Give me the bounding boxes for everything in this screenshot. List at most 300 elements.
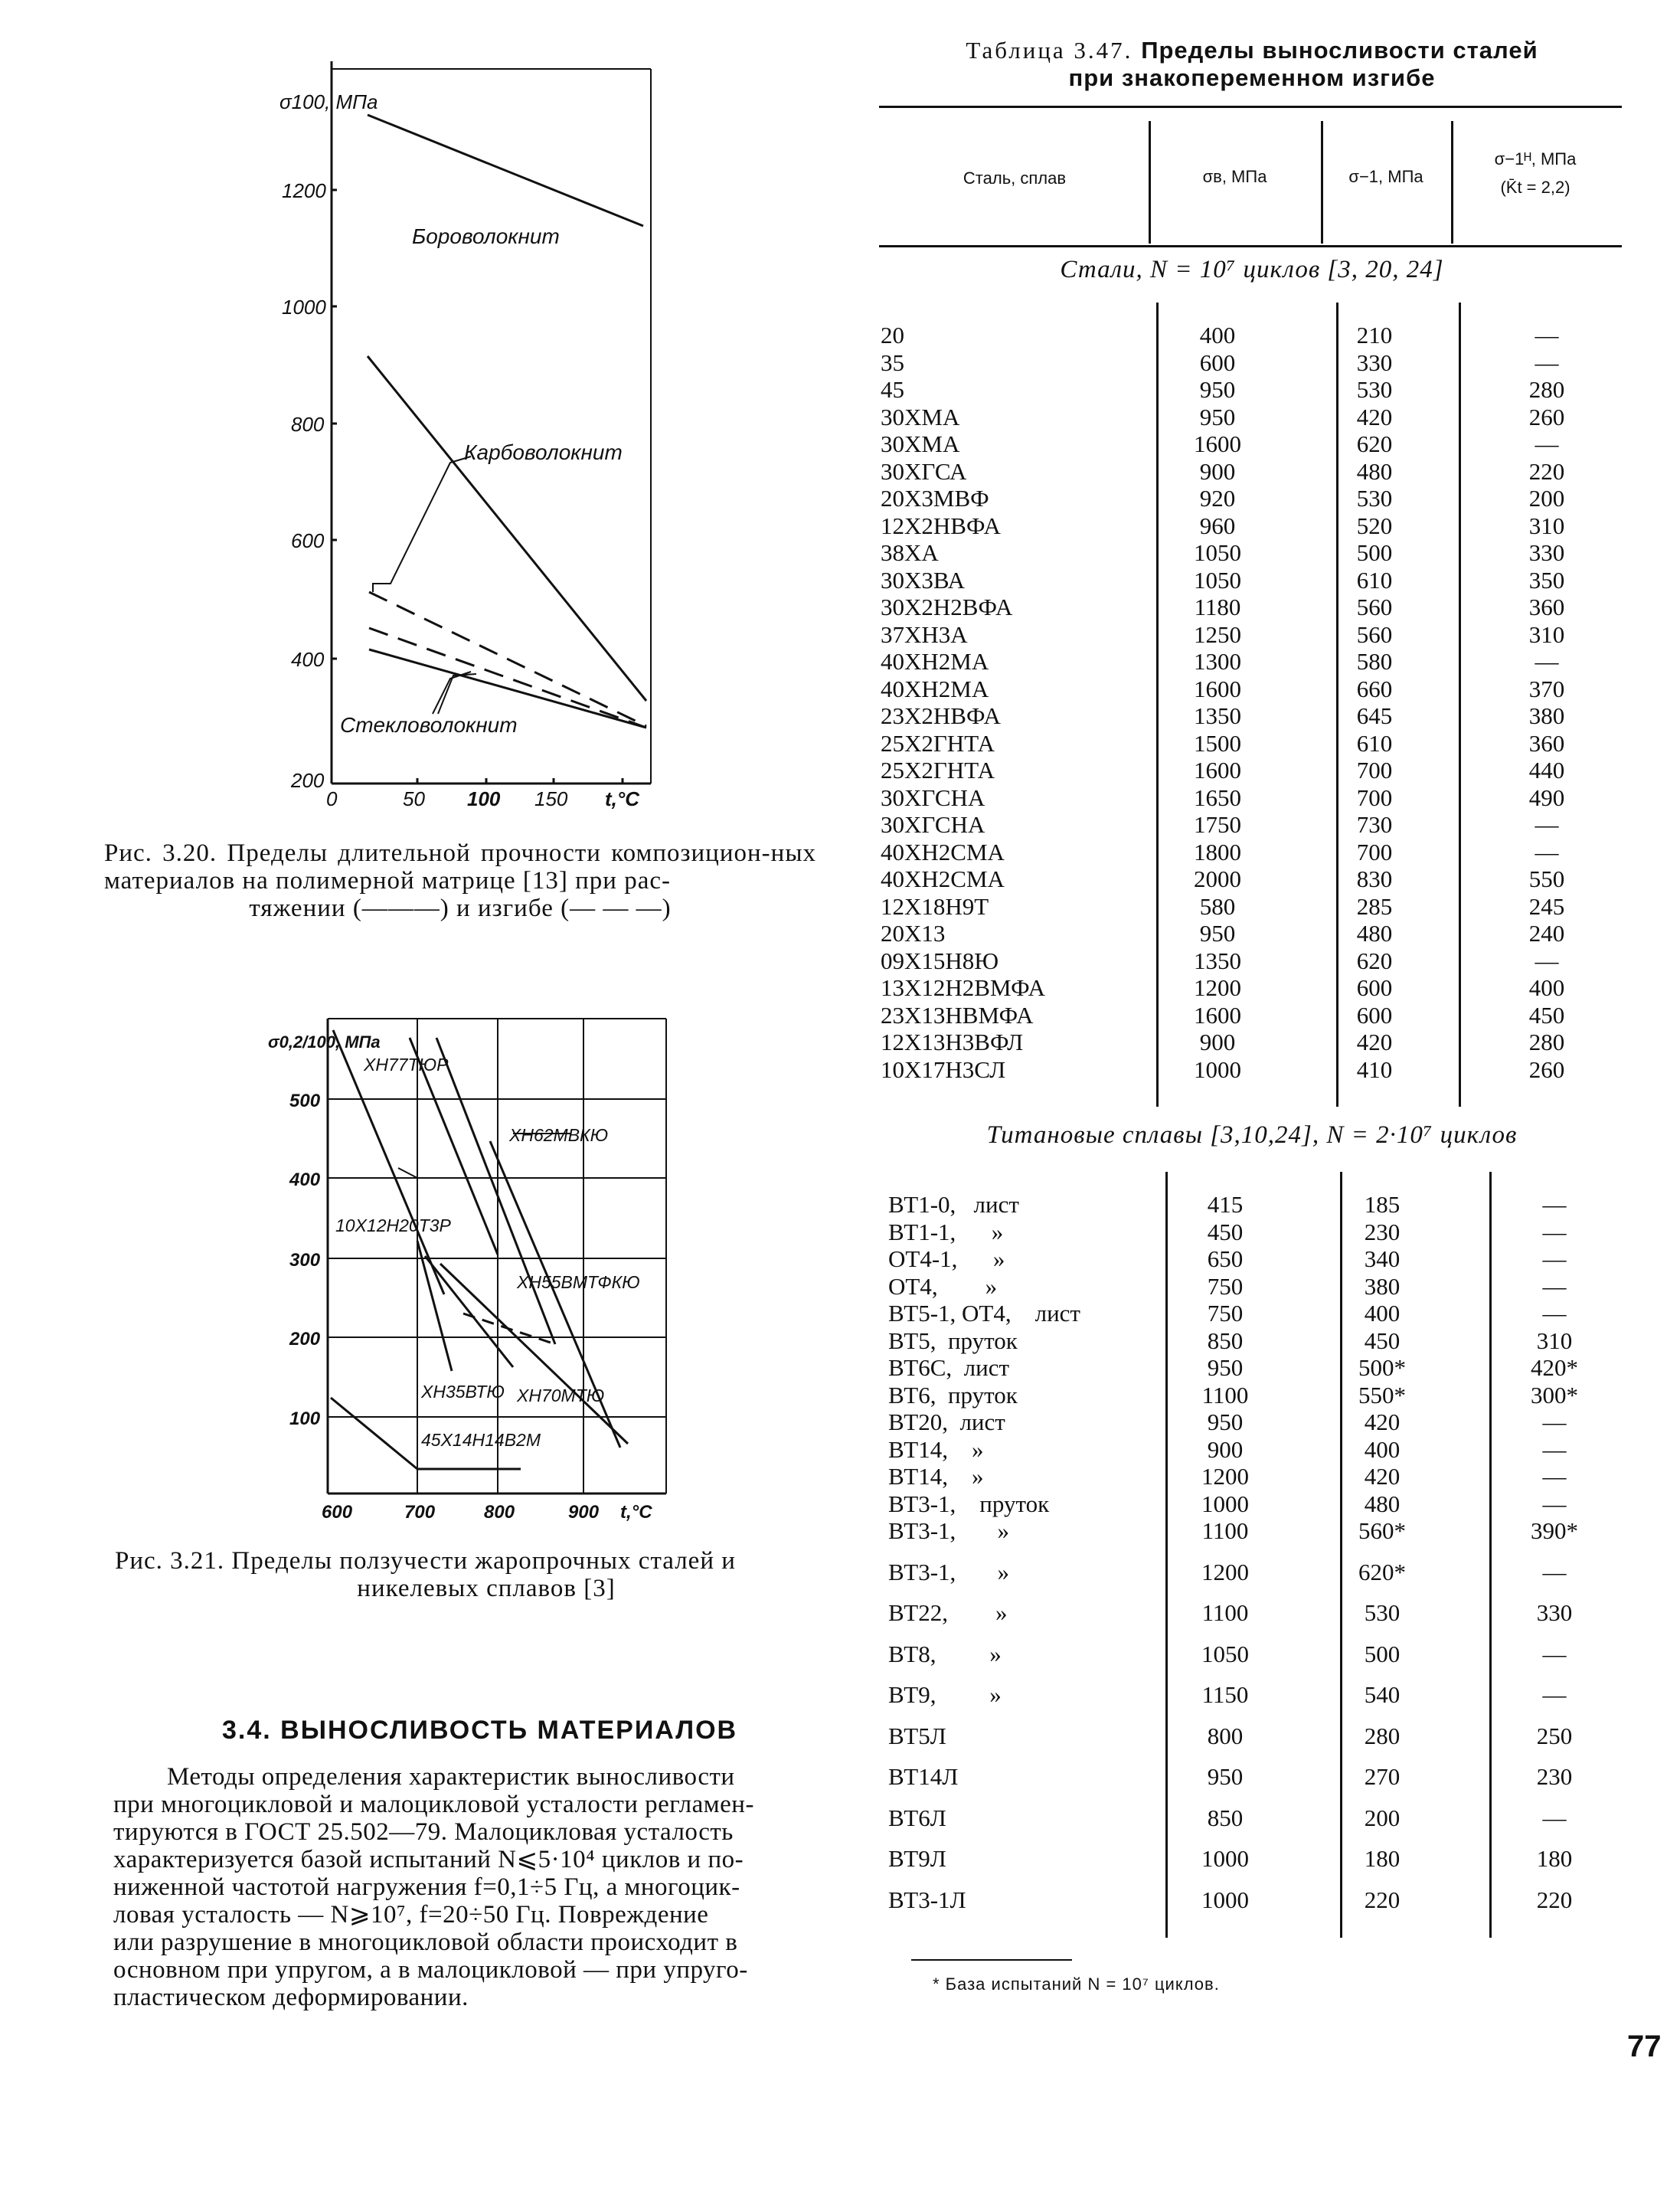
figure-3-21-caption	[115, 1547, 858, 1602]
cell-sigma-1: 270	[1364, 1763, 1401, 1790]
cell-sigma-1n: 400	[1528, 974, 1565, 1001]
cell-material: 38ХА	[881, 539, 939, 566]
cell-sigma-1n: 280	[1528, 1029, 1565, 1055]
table-row	[881, 621, 1600, 649]
cell-sigma-b: 450	[1207, 1218, 1244, 1245]
cell-sigma-1: 700	[1356, 784, 1393, 811]
cell-sigma-1n: 260	[1528, 403, 1565, 430]
cell-sigma-b: 1000	[1201, 1845, 1249, 1872]
body-line: ниженной частотой нагружения f=0,1÷5 Гц, а многоцик-	[113, 1873, 740, 1901]
cell-sigma-b: 2000	[1194, 865, 1241, 892]
cell-material: 12Х2НВФА	[881, 512, 1001, 539]
cell-material: ОТ4-1, »	[888, 1245, 1005, 1272]
cell-sigma-1n: —	[1542, 1558, 1567, 1585]
titanium-table-body	[888, 1191, 1623, 1926]
45h14n14v2m-line	[331, 1398, 417, 1469]
cell-sigma-b: 950	[1207, 1408, 1244, 1435]
cell-material: 40ХН2СМА	[881, 838, 1005, 865]
cell-sigma-1n: 310	[1528, 512, 1565, 539]
cell-sigma-1n: 180	[1536, 1845, 1573, 1872]
table-row	[888, 1463, 1608, 1490]
fig21-xtick-4: 900	[568, 1502, 600, 1523]
table-row	[888, 1681, 1608, 1709]
cell-sigma-1n: 245	[1528, 892, 1565, 920]
cell-sigma-1n: 260	[1528, 1055, 1565, 1083]
cell-sigma-b: 1600	[1194, 430, 1241, 457]
cell-sigma-b: 1180	[1194, 594, 1241, 620]
cell-material: 30Х2Н2ВФА	[881, 594, 1013, 620]
table-row	[888, 1327, 1608, 1355]
cell-sigma-b: 1200	[1201, 1558, 1249, 1585]
cell-sigma-1n: 280	[1528, 376, 1565, 403]
table-row	[888, 1599, 1608, 1627]
cell-sigma-1: 830	[1356, 865, 1393, 892]
steels-table-body	[881, 322, 1623, 1103]
table-row	[881, 730, 1600, 757]
cell-sigma-b: 1000	[1201, 1490, 1249, 1517]
cell-sigma-1: 230	[1364, 1218, 1401, 1245]
fig21-ytick-1: 500	[289, 1091, 321, 1111]
fig21-ytick-5: 100	[289, 1408, 321, 1429]
table-row	[888, 1490, 1608, 1518]
cell-sigma-1: 530	[1356, 376, 1393, 403]
fig20-xtick-3: 100	[467, 787, 501, 810]
cell-sigma-1: 600	[1356, 974, 1393, 1001]
cell-sigma-1: 550*	[1358, 1381, 1406, 1408]
fig20-ytick-2: 1000	[282, 296, 326, 319]
cell-sigma-1n: 420*	[1531, 1354, 1578, 1381]
cell-sigma-1: 180	[1364, 1845, 1401, 1872]
cell-sigma-b: 900	[1199, 457, 1236, 485]
section-title: 3.4. ВЫНОСЛИВОСТЬ МАТЕРИАЛОВ	[222, 1716, 738, 1745]
cell-sigma-1: 620	[1356, 430, 1393, 457]
table-row	[881, 1056, 1600, 1084]
cell-material: ВТ20, лист	[888, 1408, 1005, 1435]
table-row	[888, 1886, 1608, 1914]
table-row	[888, 1436, 1608, 1464]
fig21-caption-line1: Рис. 3.21. Пределы ползучести жаропрочных сталей и	[115, 1547, 736, 1575]
cell-sigma-1: 480	[1356, 457, 1393, 485]
fig20-xtick-2: 50	[403, 787, 425, 810]
cell-sigma-1n: —	[1535, 430, 1559, 457]
fig21-ytick-4: 200	[289, 1329, 321, 1350]
table-top-rule	[879, 106, 1622, 108]
cell-material: ВТ5-1, ОТ4, лист	[888, 1300, 1080, 1327]
label-hn55vmtfkyu: ХН55ВМТФКЮ	[517, 1272, 640, 1292]
cell-material: 20Х3МВФ	[881, 485, 989, 512]
header-kt: (K̄t = 2,2)	[1500, 178, 1571, 197]
figure-3-20-caption	[104, 839, 816, 922]
table-row	[881, 512, 1600, 540]
header-divider	[1149, 121, 1151, 244]
cell-sigma-1n: —	[1542, 1300, 1567, 1327]
cell-material: ВТ6Л	[888, 1804, 946, 1831]
table-row	[888, 1641, 1608, 1668]
cell-sigma-b: 1200	[1201, 1463, 1249, 1490]
cell-material: 30ХГСНА	[881, 811, 985, 838]
cell-sigma-b: 650	[1207, 1245, 1244, 1272]
cell-material: ВТ14, »	[888, 1435, 984, 1463]
cell-material: ВТ6, пруток	[888, 1381, 1018, 1408]
cell-sigma-1n: —	[1542, 1804, 1567, 1831]
table-row	[881, 539, 1600, 567]
cell-material: 30ХГСНА	[881, 784, 985, 811]
table-row	[881, 676, 1600, 703]
cell-sigma-b: 1000	[1201, 1886, 1249, 1913]
cell-sigma-1n: 360	[1528, 729, 1565, 757]
table-row	[888, 1804, 1608, 1832]
cell-sigma-1n: —	[1542, 1463, 1567, 1490]
cell-material: 25Х2ГНТА	[881, 729, 995, 757]
cell-material: ВТ6С, лист	[888, 1354, 1009, 1381]
cell-sigma-b: 750	[1207, 1272, 1244, 1300]
cell-sigma-1n: 240	[1528, 920, 1565, 947]
label-45h14n14v2m: 45Х14Н14В2М	[421, 1430, 541, 1450]
cell-material: 30ХМА	[881, 430, 960, 457]
cell-sigma-b: 900	[1207, 1435, 1244, 1463]
header-divider	[1321, 121, 1323, 244]
cell-sigma-b: 950	[1199, 376, 1236, 403]
body-line: Методы определения характеристик выносливости	[167, 1763, 735, 1791]
label-hn77tyur: ХН77ТЮР	[364, 1055, 449, 1075]
fig21-y-label: σ0,2/100, МПа	[268, 1032, 381, 1052]
cell-sigma-b: 1600	[1194, 1001, 1241, 1029]
group-titanium-heading: Титановые сплавы [3,10,24], N = 2·10⁷ циклов	[986, 1121, 1518, 1149]
cell-sigma-b: 1600	[1194, 675, 1241, 702]
cell-sigma-1: 730	[1356, 811, 1393, 838]
cell-sigma-1n: 550	[1528, 865, 1565, 892]
table-row	[881, 594, 1600, 621]
label-hn70mtyu: ХН70МТЮ	[517, 1386, 605, 1405]
cell-sigma-1: 620	[1356, 947, 1393, 974]
cell-material: ВТ3-1, »	[888, 1558, 1010, 1585]
table-row	[881, 811, 1600, 839]
cell-sigma-1n: —	[1542, 1408, 1567, 1435]
label-borovoloknit: Бороволокнит	[412, 224, 560, 248]
cell-sigma-b: 1750	[1194, 811, 1241, 838]
header-steel: Сталь, сплав	[963, 168, 1067, 188]
figure-3-21	[253, 1003, 681, 1524]
cell-sigma-1n: —	[1542, 1490, 1567, 1517]
cell-sigma-1: 530	[1356, 485, 1393, 512]
cell-material: ВТ9Л	[888, 1845, 946, 1872]
body-line: пластическом деформировании.	[113, 1984, 469, 2011]
table-title-bold2: при знакопеременном изгибе	[1068, 64, 1436, 91]
fig20-ytick-3: 800	[291, 413, 325, 436]
cell-sigma-1: 580	[1356, 648, 1393, 675]
cell-sigma-1n: 330	[1528, 539, 1565, 566]
table-footnote: * База испытаний N = 10⁷ циклов.	[933, 1974, 1220, 1994]
cell-sigma-b: 1350	[1194, 947, 1241, 974]
cell-sigma-b: 950	[1199, 403, 1236, 430]
table-row	[881, 893, 1600, 921]
cell-material: ВТ5, пруток	[888, 1327, 1018, 1354]
cell-material: ВТ1-0, лист	[888, 1191, 1019, 1218]
cell-sigma-b: 1350	[1194, 702, 1241, 729]
10h12n20t3r-line	[417, 1241, 452, 1371]
cell-material: ВТ5Л	[888, 1722, 946, 1749]
cell-sigma-b: 1050	[1201, 1640, 1249, 1667]
cell-material: ОТ4, »	[888, 1272, 998, 1300]
cell-sigma-1n: 220	[1528, 457, 1565, 485]
cell-sigma-1n: 220	[1536, 1886, 1573, 1913]
table-row	[881, 784, 1600, 812]
fig20-xtick-1: 0	[326, 787, 338, 810]
cell-sigma-1: 560	[1356, 620, 1393, 648]
cell-sigma-1n: —	[1535, 322, 1559, 348]
fig20-caption-line1: Рис. 3.20. Пределы длительной прочности композицион-ных материалов на полимерной матрице [13] при рас-	[104, 839, 816, 895]
cell-material: 30Х3ВА	[881, 566, 965, 594]
group-steels-heading: Стали, N = 10⁷ циклов [3, 20, 24]	[1060, 256, 1444, 283]
table-row	[881, 648, 1600, 676]
cell-sigma-1: 420	[1364, 1408, 1401, 1435]
fig21-ytick-3: 300	[289, 1250, 321, 1271]
cell-sigma-b: 580	[1199, 892, 1236, 920]
body-line: тируются в ГОСТ 25.502—79. Малоцикловая усталость	[113, 1818, 734, 1846]
label-karbovoloknit: Карбоволокнит	[464, 440, 623, 464]
cell-sigma-1: 610	[1356, 729, 1393, 757]
cell-sigma-b: 1050	[1194, 566, 1241, 594]
table-header-rule	[879, 245, 1622, 247]
table-row	[881, 974, 1600, 1002]
cell-material: 35	[881, 348, 904, 376]
cell-sigma-b: 1600	[1194, 757, 1241, 784]
cell-sigma-1n: —	[1535, 811, 1559, 838]
cell-sigma-1: 480	[1364, 1490, 1401, 1517]
cell-sigma-b: 950	[1207, 1354, 1244, 1381]
cell-sigma-b: 1300	[1194, 648, 1241, 675]
fig21-xtick-2: 700	[404, 1502, 436, 1523]
fig20-ytick-1: 1200	[282, 179, 326, 202]
cell-sigma-1: 285	[1356, 892, 1393, 920]
cell-sigma-1: 500*	[1358, 1354, 1406, 1381]
cell-sigma-1n: 440	[1528, 757, 1565, 784]
header-sigma-1n: σ−1ᴴ, МПа	[1494, 149, 1577, 168]
fig20-ytick-6: 200	[291, 769, 325, 792]
cell-material: ВТ3-1, пруток	[888, 1490, 1050, 1517]
cell-sigma-b: 800	[1207, 1722, 1244, 1749]
cell-sigma-b: 1150	[1201, 1681, 1249, 1708]
cell-sigma-1: 520	[1356, 512, 1393, 539]
cell-sigma-b: 900	[1199, 1029, 1236, 1055]
cell-sigma-b: 750	[1207, 1300, 1244, 1327]
table-row	[881, 404, 1600, 431]
cell-sigma-1: 645	[1356, 702, 1393, 729]
table-row	[881, 567, 1600, 594]
cell-sigma-1: 210	[1356, 322, 1393, 348]
table-row	[888, 1273, 1608, 1300]
body-line: ловая усталость — N⩾10⁷, f=20÷50 Гц. Повреждение	[113, 1901, 709, 1929]
cell-sigma-1: 400	[1364, 1300, 1401, 1327]
cell-sigma-1n: 310	[1536, 1327, 1573, 1354]
cell-sigma-1n: 360	[1528, 594, 1565, 620]
fig20-y-label: σ100, МПа	[279, 90, 378, 113]
cell-sigma-1: 500	[1364, 1640, 1401, 1667]
table-row	[888, 1245, 1608, 1273]
cell-sigma-b: 1650	[1194, 784, 1241, 811]
fig21-caption-line2: никелевых сплавов [3]	[357, 1575, 616, 1602]
cell-sigma-1: 340	[1364, 1245, 1401, 1272]
cell-sigma-1: 530	[1364, 1599, 1401, 1626]
cell-sigma-1: 600	[1356, 1001, 1393, 1029]
cell-sigma-1n: 370	[1528, 675, 1565, 702]
table-row	[888, 1408, 1608, 1436]
cell-material: ВТ3-1Л	[888, 1886, 966, 1913]
cell-sigma-b: 1250	[1194, 620, 1241, 648]
cell-material: 10Х17Н3СЛ	[881, 1055, 1006, 1083]
table-title-bold1: Пределы выносливости сталей	[1141, 37, 1538, 64]
table-row	[881, 1029, 1600, 1056]
body-line: или разрушение в многоцикловой области происходит в	[113, 1929, 738, 1956]
cell-material: 13Х12Н2ВМФА	[881, 974, 1046, 1001]
cell-material: ВТ1-1, »	[888, 1218, 1004, 1245]
cell-material: 12Х13Н3ВФЛ	[881, 1029, 1024, 1055]
cell-material: 23Х13НВМФА	[881, 1001, 1034, 1029]
cell-sigma-b: 950	[1207, 1763, 1244, 1790]
body-line: характеризуется базой испытаний N⩽5·10⁴ циклов и по-	[113, 1846, 744, 1873]
section-body	[113, 1763, 868, 2011]
fig21-ytick-2: 400	[289, 1170, 321, 1190]
cell-sigma-1n: —	[1542, 1218, 1567, 1245]
cell-sigma-1: 200	[1364, 1804, 1401, 1831]
fig21-xtick-3: 800	[484, 1502, 515, 1523]
cell-sigma-1: 420	[1356, 403, 1393, 430]
fig20-x-label: t,°C	[605, 787, 640, 810]
cell-sigma-1n: 300*	[1531, 1381, 1578, 1408]
cell-sigma-1: 400	[1364, 1435, 1401, 1463]
cell-sigma-1: 410	[1356, 1055, 1393, 1083]
cell-sigma-1: 700	[1356, 838, 1393, 865]
cell-sigma-b: 1100	[1201, 1599, 1249, 1626]
body-line: при многоцикловой и малоцикловой усталости регламен-	[113, 1791, 754, 1818]
table-row	[888, 1763, 1608, 1791]
cell-sigma-1: 700	[1356, 757, 1393, 784]
cell-sigma-1: 500	[1356, 539, 1393, 566]
cell-sigma-1n: —	[1535, 648, 1559, 675]
table-row	[888, 1191, 1608, 1219]
table-row	[888, 1845, 1608, 1873]
cell-sigma-b: 1000	[1194, 1055, 1241, 1083]
cell-sigma-1: 420	[1364, 1463, 1401, 1490]
cell-sigma-1n: —	[1542, 1640, 1567, 1667]
cell-sigma-b: 1200	[1194, 974, 1241, 1001]
cell-material: 20Х13	[881, 920, 946, 947]
header-divider	[1451, 121, 1453, 244]
cell-sigma-1n: —	[1535, 348, 1559, 376]
karbo-line	[368, 356, 646, 701]
fig20-caption-line2: тяжении (———) и изгибе (— — —)	[249, 895, 672, 922]
table-row	[881, 947, 1600, 975]
label-hn35vtyu: ХН35ВТЮ	[421, 1382, 505, 1402]
table-row	[881, 1002, 1600, 1029]
cell-material: ВТ8, »	[888, 1640, 1002, 1667]
table-row	[881, 349, 1600, 377]
cell-sigma-1n: 230	[1536, 1763, 1573, 1790]
cell-sigma-b: 415	[1207, 1191, 1244, 1218]
table-row	[888, 1300, 1608, 1327]
table-row	[888, 1219, 1608, 1246]
page-number: 77	[1627, 2030, 1662, 2063]
table-row	[881, 376, 1600, 404]
cell-sigma-1: 450	[1364, 1327, 1401, 1354]
cell-sigma-1n: —	[1542, 1191, 1567, 1218]
header-sigma-1: σ−1, МПа	[1348, 167, 1423, 186]
cell-sigma-1: 560*	[1358, 1517, 1406, 1544]
cell-sigma-1n: 200	[1528, 485, 1565, 512]
cell-sigma-1n: —	[1542, 1681, 1567, 1708]
cell-sigma-1n: 450	[1528, 1001, 1565, 1029]
cell-material: 25Х2ГНТА	[881, 757, 995, 784]
cell-sigma-1n: 390*	[1531, 1517, 1578, 1544]
cell-sigma-1: 420	[1356, 1029, 1393, 1055]
table-row	[881, 839, 1600, 866]
table-row	[881, 322, 1600, 349]
cell-sigma-1: 185	[1364, 1191, 1401, 1218]
cell-material: ВТ3-1, »	[888, 1517, 1010, 1544]
fig20-ytick-5: 400	[291, 648, 325, 671]
fig20-ytick-4: 600	[291, 529, 325, 552]
table-row	[888, 1559, 1608, 1586]
footnote-rule	[911, 1959, 1072, 1961]
cell-sigma-1: 660	[1356, 675, 1393, 702]
cell-sigma-1: 610	[1356, 566, 1393, 594]
cell-sigma-1n: —	[1535, 838, 1559, 865]
cell-sigma-b: 1800	[1194, 838, 1241, 865]
table-title	[881, 37, 1623, 92]
table-row	[888, 1354, 1608, 1382]
cell-material: 40ХН2МА	[881, 648, 989, 675]
fig20-xtick-4: 150	[534, 787, 568, 810]
cell-sigma-b: 1050	[1194, 539, 1241, 566]
cell-sigma-1n: —	[1542, 1435, 1567, 1463]
table-row	[881, 485, 1600, 512]
cell-sigma-1: 220	[1364, 1886, 1401, 1913]
table-row	[881, 757, 1600, 784]
cell-material: 09Х15Н8Ю	[881, 947, 999, 974]
cell-material: 23Х2НВФА	[881, 702, 1001, 729]
table-title-prefix: Таблица 3.47.	[966, 37, 1133, 64]
cell-material: ВТ14Л	[888, 1763, 959, 1790]
table-row	[881, 458, 1600, 486]
cell-material: 37ХН3А	[881, 620, 968, 648]
cell-sigma-b: 950	[1199, 920, 1236, 947]
cell-sigma-b: 600	[1199, 348, 1236, 376]
cell-material: 20	[881, 322, 904, 348]
cell-sigma-1: 480	[1356, 920, 1393, 947]
cell-sigma-b: 850	[1207, 1327, 1244, 1354]
cell-material: 40ХН2СМА	[881, 865, 1005, 892]
cell-material: 45	[881, 376, 904, 403]
table-row	[881, 920, 1600, 947]
cell-sigma-1: 380	[1364, 1272, 1401, 1300]
cell-material: 40ХН2МА	[881, 675, 989, 702]
hn62mvkyu-line-b	[436, 1038, 555, 1344]
cell-material: ВТ22, »	[888, 1599, 1008, 1626]
table-row	[888, 1382, 1608, 1409]
figure-3-20	[276, 61, 674, 812]
cell-sigma-1n: 490	[1528, 784, 1565, 811]
cell-sigma-1n: 380	[1528, 702, 1565, 729]
cell-sigma-1n: 250	[1536, 1722, 1573, 1749]
cell-sigma-1n: 310	[1528, 620, 1565, 648]
label-steklovoloknit: Стекловолокнит	[340, 713, 518, 737]
cell-sigma-b: 400	[1199, 322, 1236, 348]
table-row	[881, 865, 1600, 893]
cell-sigma-1: 620*	[1358, 1558, 1406, 1585]
cell-sigma-1n: —	[1542, 1245, 1567, 1272]
cell-sigma-1n: 330	[1536, 1599, 1573, 1626]
fig21-xtick-1: 600	[322, 1502, 353, 1523]
